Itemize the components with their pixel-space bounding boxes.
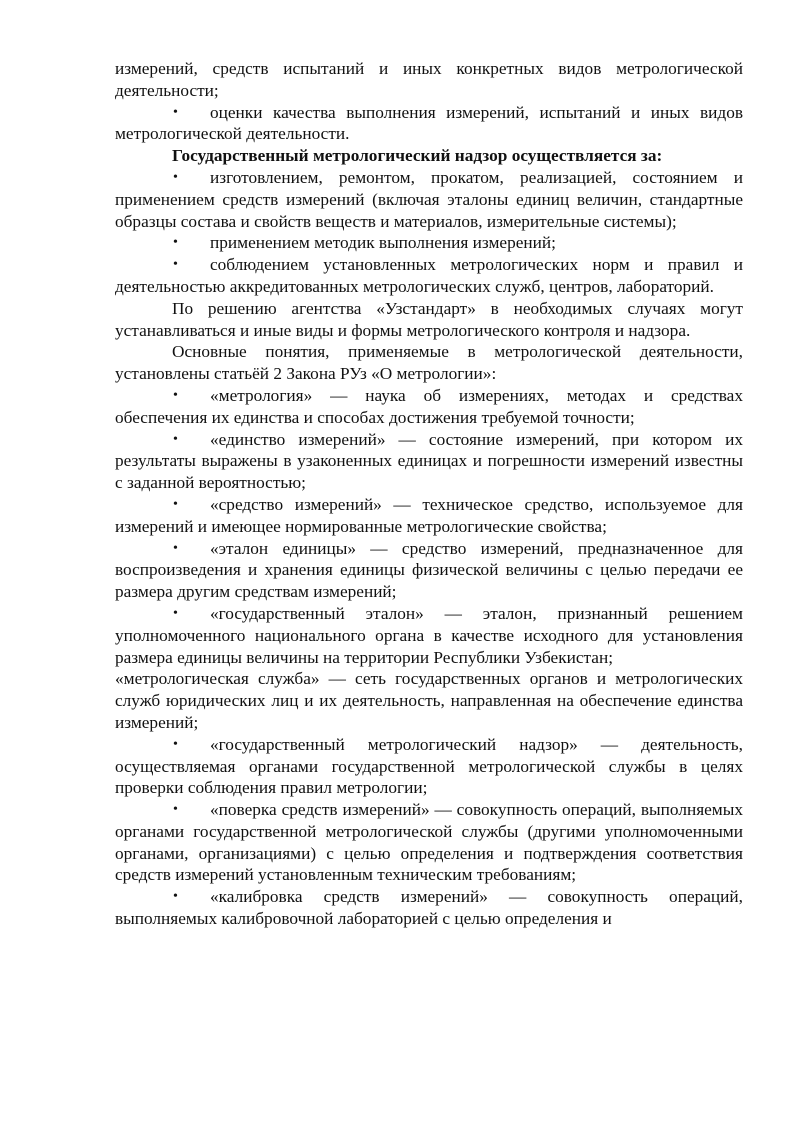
bullet-item bbox=[115, 538, 743, 603]
document-page bbox=[115, 58, 743, 930]
bullet-icon: • bbox=[173, 431, 178, 447]
bullet-item-text: оценки качества выполнения измерений, испытаний и иных видов метрологической деятельности. bbox=[115, 102, 743, 144]
bullet-icon: • bbox=[173, 496, 178, 512]
bullet-icon: • bbox=[173, 104, 178, 120]
bullet-item-text: «эталон единицы» — средство измерений, предназначенное для воспроизведения и хранения единицы физической величины с целью передачи ее размера другим средствам измерений; bbox=[115, 538, 743, 602]
bullet-item-text: изготовлением, ремонтом, прокатом, реализацией, состоянием и применением средств измерений (включая эталоны единиц величин, стандартные образцы состава и свойств веществ и материалов, измерительные системы); bbox=[115, 167, 743, 231]
bullet-item bbox=[115, 167, 743, 232]
bullet-icon: • bbox=[173, 540, 178, 556]
bullet-item bbox=[115, 254, 743, 298]
bullet-icon: • bbox=[173, 169, 178, 185]
bullet-icon: • bbox=[173, 387, 178, 403]
bullet-icon: • bbox=[173, 802, 178, 818]
section-heading: Государственный метрологический надзор осуществляется за: bbox=[172, 146, 663, 166]
bullet-item-text: соблюдением установленных метрологических норм и правил и деятельностью аккредитованных метрологических служб, центров, лабораторий. bbox=[115, 255, 743, 296]
bullet-icon: • bbox=[173, 889, 178, 905]
bullet-icon: • bbox=[173, 235, 178, 251]
bullet-item-text: «средство измерений» — техническое средство, используемое для измерений и имеющее нормированные метрологические свойства; bbox=[115, 494, 743, 536]
bullet-icon: • bbox=[173, 736, 178, 752]
bullet-item-text: применением методик выполнения измерений; bbox=[210, 233, 556, 253]
paragraph-text: «метрологическая служба» — сеть государственных органов и метрологических служб юридических лиц и их деятельность, направленная на обеспечение единства измерений; bbox=[115, 669, 743, 732]
bullet-item-text: «метрология» — наука об измерениях, методах и средствах обеспечения их единства и способах достижения требуемой точности; bbox=[115, 385, 743, 427]
bullet-icon: • bbox=[173, 257, 178, 273]
bullet-item bbox=[115, 603, 743, 668]
bullet-item bbox=[115, 734, 743, 799]
bullet-item-text: «государственный эталон» — эталон, признанный решением уполномоченного национального органа в качестве исходного для установления размера единицы величины на территории Республики Узбекистан; bbox=[115, 603, 743, 667]
bullet-item bbox=[115, 102, 743, 146]
bullet-item bbox=[115, 799, 743, 886]
paragraph-text: измерений, средств испытаний и иных конкретных видов метрологической деятельности; bbox=[115, 59, 743, 100]
bullet-icon: • bbox=[173, 605, 178, 621]
paragraph-text: По решению агентства «Узстандарт» в необходимых случаях могут устанавливаться и иные виды и формы метрологического контроля и надзора. bbox=[115, 298, 743, 340]
bullet-item-text: «единство измерений» — состояние измерений, при котором их результаты выражены в узаконенных единицах и погрешности измерений известны с заданной вероятностью; bbox=[115, 429, 743, 493]
paragraph-text: Основные понятия, применяемые в метрологической деятельности, установлены статьёй 2 Закона РУз «О метрологии»: bbox=[115, 342, 743, 384]
bullet-item bbox=[115, 886, 743, 930]
bullet-item-text: «калибровка средств измерений» — совокупность операций, выполняемых калибровочной лабораторией с целью определения и bbox=[115, 887, 743, 929]
bullet-item-text: «поверка средств измерений» — совокупность операций, выполняемых органами государственной метрологической службы (другими уполномоченными органами, организациями) с целью определения и подтверждения соответствия средств измерений установленным техническим требованиям; bbox=[115, 800, 743, 885]
bullet-item bbox=[115, 429, 743, 494]
bullet-item-text: «государственный метрологический надзор» — деятельность, осуществляемая органами государственной метрологической службы в целях проверки соблюдения правил метрологии; bbox=[115, 734, 743, 798]
bullet-item bbox=[115, 494, 743, 538]
bullet-item bbox=[115, 232, 743, 254]
bullet-item bbox=[115, 385, 743, 429]
